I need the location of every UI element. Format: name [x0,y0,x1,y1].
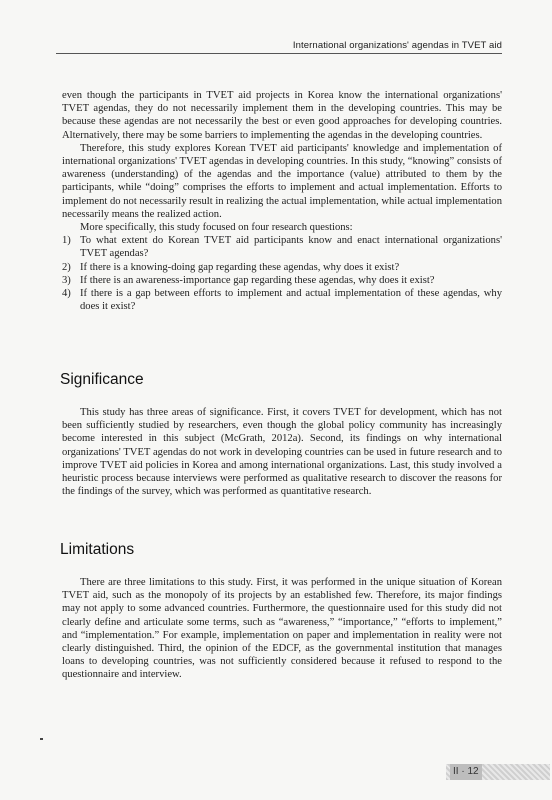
limitations-section [62,576,502,682]
significance-section [62,406,502,498]
limitations-paragraph: There are three limitations to this study. First, it was performed in the unique situation of Korean TVET aid, such as the monopoly of its projects by an established few. Therefore, its major findings may not apply to some advanced countries. Furthermore, the questionnaire used for this study did not clearly define and articulate some terms, such as “awareness,” “importance,” “efforts to implement,” and “implementation.” For example, implementation on paper and implementation in reality were not clearly distinguished. Third, the opinion of the EDCF, as the governmental institution that manages loans to developing countries, was not sufficiently considered because it refused to respond to the questionnaire and interview. [62,577,502,681]
significance-paragraph: This study has three areas of significance. First, it covers TVET for development, which has not been sufficiently studied by researchers, even though the global policy community has increasingly become interested in this subject (McGrath, 2012a). Second, its findings on why international organizations' TVET agendas do not work in developing countries can be used in future research and to improve TVET aid policies in Korea and among international organizations. Last, this study involved a heuristic process because interviews were performed as qualitative research to discover the reasons for the findings of the survey, which was performed as quantitative research. [62,407,502,498]
question-number: 4) [62,288,71,300]
running-title: International organizations' agendas in TVET aid [292,40,502,51]
research-question [62,261,502,274]
question-text: If there is an awareness-importance gap regarding these agendas, why does it exist? [80,274,435,286]
question-text: If there is a knowing-doing gap regarding these agendas, why does it exist? [80,261,400,273]
significance-heading: Significance [60,371,144,388]
research-questions-list [62,234,502,313]
question-number: 2) [62,261,71,273]
question-text: If there is a gap between efforts to implement and actual implementation of these agendas, why does it exist? [80,288,502,313]
research-question [62,274,502,287]
limitations-heading: Limitations [60,541,135,558]
intro-section [62,89,502,313]
question-number: 3) [62,274,71,286]
page-number-tab [446,764,550,780]
intro-paragraph-1: even though the participants in TVET aid projects in Korea know the international organizations' TVET agendas, they do not necessarily implement them in the developing countries. This may be because these agendas are not necessarily the best or even good approaches for developing countries. Alternatively, there may be some barriers to implementing the agendas in the developing countries. [62,90,502,141]
question-number: 1) [62,235,71,247]
question-text: To what extent do Korean TVET aid participants know and enact international organizations' TVET agendas? [80,235,502,260]
intro-paragraph-2: Therefore, this study explores Korean TVET aid participants' knowledge and implementation of international organizations' TVET agendas in developing countries. In this study, “knowing” consists of awareness (understanding) of the agendas and the importance (value) attributed to them by the participants, while “doing” comprises the efforts to implement and actual implementation. Efforts to implement do not necessarily result in realizing the actual implementation, while actual implementation necessarily means the realized action. [62,142,502,220]
research-question [62,287,502,313]
page-number: II · 12 [450,764,482,780]
running-header [56,40,502,54]
intro-paragraph-3: More specifically, this study focused on four research questions: [80,222,353,234]
research-question [62,234,502,260]
scan-speck [40,738,43,740]
